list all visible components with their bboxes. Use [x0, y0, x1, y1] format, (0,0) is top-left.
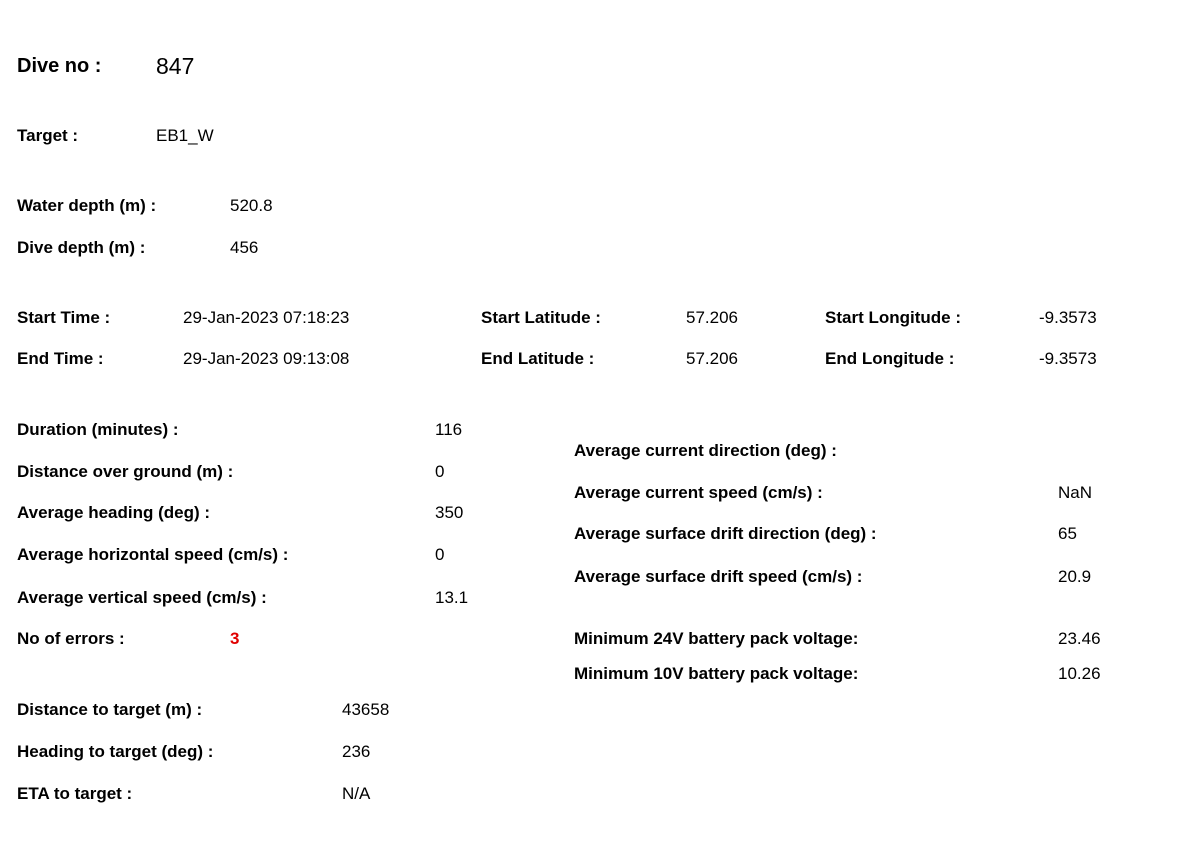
average-surface-drift-speed-label: Average surface drift speed (cm/s) : [574, 567, 863, 586]
distance-over-ground-label: Distance over ground (m) : [17, 462, 234, 481]
dive-number-value: 847 [156, 53, 195, 79]
end-time-value: 29-Jan-2023 09:13:08 [183, 349, 350, 368]
eta-to-target-label: ETA to target : [17, 784, 133, 803]
end-latitude-label: End Latitude : [481, 349, 595, 368]
errors-count: 3 [230, 629, 240, 648]
average-current-direction-label: Average current direction (deg) : [574, 441, 837, 460]
heading-to-target-label: Heading to target (deg) : [17, 742, 214, 761]
min-10v-battery-label: Minimum 10V battery pack voltage: [574, 664, 859, 683]
min-24v-battery-label: Minimum 24V battery pack voltage: [574, 629, 859, 648]
average-surface-drift-speed-value: 20.9 [1058, 567, 1092, 586]
start-latitude-value: 57.206 [686, 308, 738, 327]
start-longitude-value: -9.3573 [1039, 308, 1097, 327]
errors-label: No of errors : [17, 629, 125, 648]
average-vertical-speed-label: Average vertical speed (cm/s) : [17, 588, 267, 607]
start-longitude-label: Start Longitude : [825, 308, 961, 327]
average-horizontal-speed-label: Average horizontal speed (cm/s) : [17, 545, 289, 564]
dive-depth-label: Dive depth (m) : [17, 238, 146, 257]
dive-depth-value: 456 [230, 238, 259, 257]
average-current-speed-label: Average current speed (cm/s) : [574, 483, 823, 502]
water-depth-label: Water depth (m) : [17, 196, 157, 215]
average-horizontal-speed-value: 0 [435, 545, 445, 564]
min-24v-battery-value: 23.46 [1058, 629, 1101, 648]
heading-to-target-value: 236 [342, 742, 371, 761]
average-vertical-speed-value: 13.1 [435, 588, 469, 607]
end-longitude-label: End Longitude : [825, 349, 955, 368]
start-time-label: Start Time : [17, 308, 111, 327]
min-10v-battery-value: 10.26 [1058, 664, 1101, 683]
average-surface-drift-direction-label: Average surface drift direction (deg) : [574, 524, 877, 543]
end-latitude-value: 57.206 [686, 349, 738, 368]
duration-value: 116 [435, 420, 463, 439]
average-current-speed-value: NaN [1058, 483, 1093, 502]
average-surface-drift-direction-value: 65 [1058, 524, 1077, 543]
average-heading-label: Average heading (deg) : [17, 503, 211, 522]
target-label: Target : [17, 126, 79, 145]
dive-number-label: Dive no : [17, 55, 102, 77]
water-depth-value: 520.8 [230, 196, 273, 215]
target-value: EB1_W [156, 126, 214, 145]
end-time-label: End Time : [17, 349, 104, 368]
distance-over-ground-value: 0 [435, 462, 445, 481]
start-time-value: 29-Jan-2023 07:18:23 [183, 308, 350, 327]
distance-to-target-label: Distance to target (m) : [17, 700, 203, 719]
eta-to-target-value: N/A [342, 784, 371, 803]
average-heading-value: 350 [435, 503, 464, 522]
distance-to-target-value: 43658 [342, 700, 390, 719]
duration-label: Duration (minutes) : [17, 420, 179, 439]
end-longitude-value: -9.3573 [1039, 349, 1097, 368]
start-latitude-label: Start Latitude : [481, 308, 601, 327]
